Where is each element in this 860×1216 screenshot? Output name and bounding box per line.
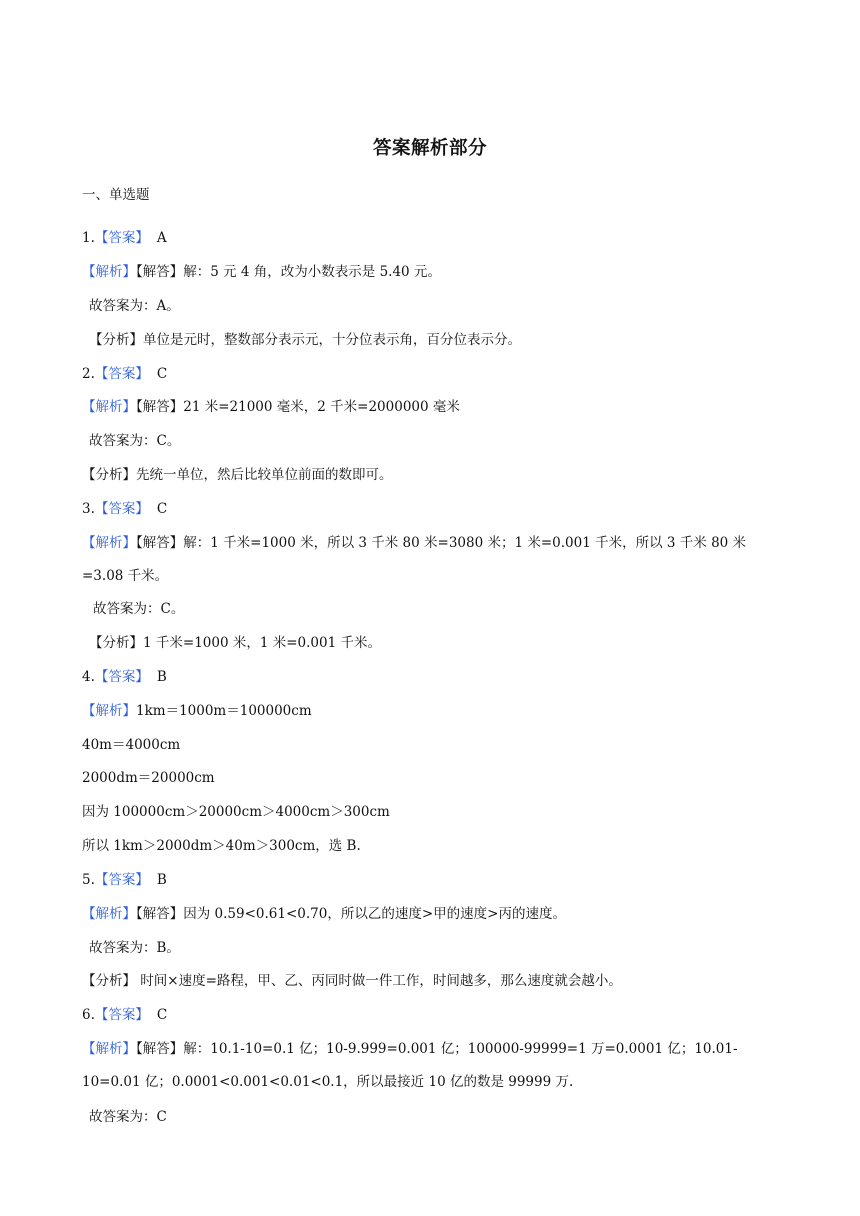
q2-solve: 21 米=21000 毫米，2 千米=2000000 毫米: [183, 399, 460, 415]
q6-answer-line: [82, 1005, 167, 1025]
q4-line5: 所以 1km＞2000dm＞40m＞300cm，选 B.: [82, 838, 361, 854]
q3-reason-line: [89, 633, 381, 653]
reason-label: 【分析】: [89, 635, 143, 651]
analysis-label: 【解析】: [82, 703, 136, 719]
q1-answer: A: [156, 230, 167, 246]
q3-number: 3.: [82, 501, 95, 517]
answer-label: 【答案】: [94, 230, 149, 246]
q5-analysis-line: [82, 904, 566, 924]
q4-line3: 2000dm＝20000cm: [82, 770, 215, 786]
analysis-label: 【解析】: [82, 906, 136, 922]
q2-number: 2.: [82, 366, 95, 382]
section-heading: 一、单选题: [82, 187, 150, 203]
reason-label: 【分析】: [82, 467, 136, 483]
q2-reason-line: [82, 465, 393, 485]
q2-analysis-line: [82, 397, 460, 417]
q3-answer-line: [82, 499, 167, 519]
q4-line1: 1km＝1000m＝100000cm: [136, 703, 312, 719]
q6-solve: 解：10.1-10=0.1 亿；10-9.999=0.001 亿；100000-99999=1 万=0.0001 亿；10.01-10=0.01 亿；0.0001<0.001<0.01<0.1，所以最接近 10 亿的数是 99999 万.: [82, 1041, 738, 1090]
q6-answer: C: [156, 1007, 168, 1023]
page-title: 答案解析部分: [372, 138, 487, 159]
q5-reason: 时间×速度=路程，甲、乙、丙同时做一件工作，时间越多，那么速度就会越小。: [136, 973, 622, 989]
answer-label: 【答案】: [94, 501, 149, 517]
answer-label: 【答案】: [94, 1007, 149, 1023]
q1-solve: 解：5 元 4 角，改为小数表示是 5.40 元。: [183, 264, 441, 280]
q5-answer: B: [156, 872, 167, 888]
q4-line2: 40m＝4000cm: [82, 737, 181, 753]
solution-label: 【解答】: [136, 1041, 184, 1057]
q3-analysis-block: [82, 527, 782, 593]
solution-label: 【解答】: [136, 535, 184, 551]
q2-answer: C: [156, 366, 168, 382]
q2-final: 故答案为：C。: [89, 433, 181, 449]
q1-final: 故答案为：A。: [89, 298, 180, 314]
answer-label: 【答案】: [94, 872, 149, 888]
q4-analysis-line: [82, 701, 312, 721]
q1-number: 1.: [82, 230, 95, 246]
q4-line4: 因为 100000cm＞20000cm＞4000cm＞300cm: [82, 804, 390, 820]
q3-final: 故答案为：C。: [93, 601, 185, 617]
answer-label: 【答案】: [94, 669, 149, 685]
q4-answer: B: [156, 669, 167, 685]
analysis-label: 【解析】: [82, 399, 136, 415]
analysis-label: 【解析】: [82, 535, 136, 551]
q4-answer-line: [82, 667, 167, 687]
analysis-label: 【解析】: [82, 1041, 136, 1057]
q3-solve: 解：1 千米=1000 米，所以 3 千米 80 米=3080 米；1 米=0.001 千米，所以 3 千米 80 米=3.08 千米。: [82, 535, 747, 584]
q5-reason-line: [82, 971, 622, 991]
q1-analysis-line: [82, 262, 441, 282]
q5-number: 5.: [82, 872, 95, 888]
answer-label: 【答案】: [94, 366, 149, 382]
solution-label: 【解答】: [136, 264, 184, 280]
q2-answer-line: [82, 364, 167, 384]
reason-label: 【分析】: [89, 332, 143, 348]
q2-reason: 先统一单位，然后比较单位前面的数即可。: [136, 467, 393, 483]
q6-number: 6.: [82, 1007, 95, 1023]
reason-label: 【分析】: [82, 973, 136, 989]
solution-label: 【解答】: [136, 906, 184, 922]
q6-final: 故答案为：C: [89, 1109, 167, 1125]
q1-reason: 单位是元时，整数部分表示元，十分位表示角，百分位表示分。: [143, 332, 521, 348]
q4-number: 4.: [82, 669, 95, 685]
q1-answer-line: [82, 228, 167, 248]
q5-final: 故答案为：B。: [89, 940, 180, 956]
q6-analysis-block: [82, 1033, 782, 1099]
q3-reason: 1 千米=1000 米，1 米=0.001 千米。: [143, 635, 381, 651]
solution-label: 【解答】: [136, 399, 184, 415]
q1-reason-line: [89, 330, 521, 350]
analysis-label: 【解析】: [82, 264, 136, 280]
q5-solve: 因为 0.59<0.61<0.70，所以乙的速度>甲的速度>丙的速度。: [183, 906, 566, 922]
q3-answer: C: [156, 501, 168, 517]
q5-answer-line: [82, 870, 167, 890]
